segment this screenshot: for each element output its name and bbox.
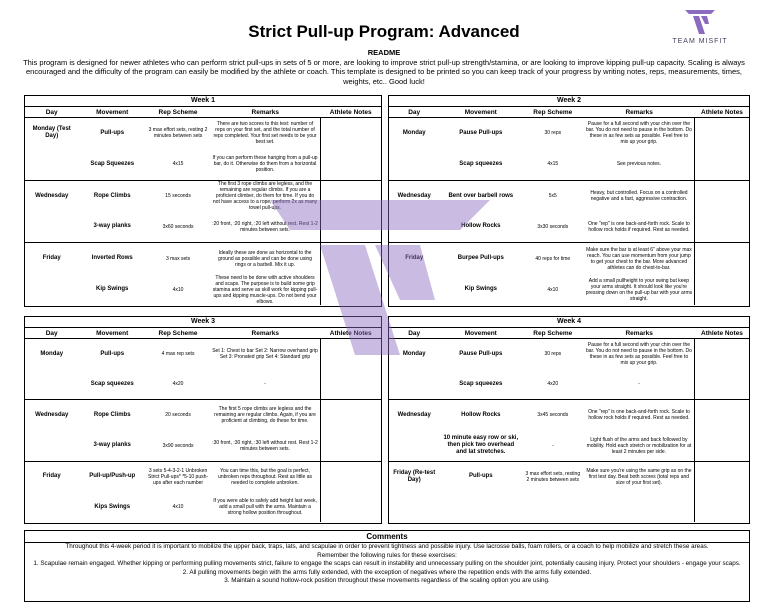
day-cell: Monday: [40, 350, 64, 357]
athlete-notes-cell[interactable]: [320, 461, 381, 492]
week-2-table: [388, 95, 750, 307]
day-cell: Wednesday: [25, 180, 78, 211]
day-cell: Friday: [25, 461, 78, 492]
remarks-cell: See previous notes.: [616, 161, 662, 168]
table-row: [389, 118, 749, 149]
athlete-notes-cell[interactable]: [695, 274, 749, 305]
rep-scheme-cell: 3x90 seconds: [162, 442, 194, 449]
rep-scheme-cell: 4x10: [547, 286, 559, 293]
week-3-table: [24, 316, 382, 524]
table-row: [25, 430, 381, 461]
col-movement: Movement: [439, 107, 522, 118]
comments-line: Throughout this 4-week period it is important to mobilize the upper back, traps, lats, and scapulae in order to prevent tightness and possible injury. Use lacrosse balls, foam rollers, or a coach to help mobilize and stretch these areas.: [65, 543, 709, 550]
rep-scheme-cell: 3 max sets: [146, 243, 210, 274]
table-row: [25, 149, 381, 180]
week-4-table: [388, 316, 750, 524]
remarks-cell: The first 3 rope climbs are legless, and the remaining are regular climbs. If you are a proficient climber, do them for time. If you do not have access to a rope, perform 2x as many towel pull-ups.: [210, 180, 320, 211]
col-day: Day: [25, 328, 78, 339]
week-title: Week 3: [25, 317, 381, 328]
movement-cell: Pull-ups: [439, 461, 522, 492]
table-row: [389, 461, 749, 492]
movement-cell: Pull-up/Push-up: [78, 461, 146, 492]
col-movement: Movement: [78, 107, 146, 118]
athlete-notes-cell[interactable]: [695, 211, 749, 242]
day-cell: [389, 430, 439, 461]
remarks-cell: Pause for a full second with your chin over the bar. You do not need to pause in the bottom. Do these in as few sets as possible. Feel free to mix up your grip.: [585, 121, 692, 146]
rep-scheme-cell: 4x15: [547, 161, 559, 168]
table-row: [25, 492, 381, 523]
day-cell: Monday: [402, 350, 426, 357]
day-cell: Wednesday: [389, 400, 439, 431]
remarks-cell: Add a small pullheight to your swing but keep your arms straight. It should look like you're pressing down on the pull-up bar with your arms straight.: [585, 277, 693, 302]
col-remarks: Remarks: [210, 328, 320, 339]
athlete-notes-cell[interactable]: [320, 400, 381, 431]
col-movement: Movement: [78, 328, 146, 339]
table-row: [389, 430, 749, 461]
movement-cell: Pull-ups: [100, 350, 125, 357]
movement-cell: 3-way planks: [93, 442, 131, 449]
remarks-cell: [583, 492, 695, 523]
table-row: [389, 274, 749, 305]
movement-cell: Scap Squeezes: [90, 160, 135, 167]
week-title: Week 1: [25, 96, 381, 107]
rep-scheme-cell: 3x45 seconds: [522, 400, 583, 431]
athlete-notes-cell[interactable]: [320, 180, 381, 211]
movement-cell: Scap squeezes: [90, 380, 134, 387]
athlete-notes-cell[interactable]: [320, 243, 381, 274]
athlete-notes-cell[interactable]: [320, 149, 381, 180]
remarks-cell: One "rep" is one back-and-forth rock. Scale to hollow rock holds if required. Rest as needed.: [583, 400, 695, 431]
remarks-cell: Make sure the bar is at least 6" above your max reach. You can use momentum from your jump to get your chest to the bar. More advanced athletes can do chest-to-bar.: [583, 243, 695, 274]
remarks-cell: Ideally these are done as horizontal to the ground as possible and can be done using rings or a barbell. Mix it up.: [210, 243, 320, 274]
table-row: [389, 243, 749, 274]
rep-scheme-cell: 30 reps: [544, 130, 562, 137]
movement-cell: Hollow Rocks: [461, 223, 501, 230]
col-remarks: Remarks: [583, 328, 695, 339]
day-cell: Monday (Test Day): [32, 126, 71, 140]
col-athlete-notes: Athlete Notes: [320, 328, 381, 339]
rep-scheme-cell: 30 reps: [544, 351, 562, 358]
movement-cell: Pause Pull-ups: [459, 129, 503, 136]
movement-cell: Hollow Rocks: [439, 400, 522, 431]
rep-scheme-cell: 3 max effort sets, resting 2 minutes between sets: [148, 127, 208, 140]
athlete-notes-cell[interactable]: [320, 369, 381, 400]
week-title: Week 2: [389, 96, 749, 107]
movement-cell: Inverted Rows: [78, 243, 146, 274]
athlete-notes-cell[interactable]: [320, 274, 381, 305]
table-row: [389, 211, 749, 242]
readme-heading: README: [367, 48, 401, 57]
day-cell: [389, 274, 439, 305]
remarks-cell: The first 5 rope climbs are legless and the remaining are regular climbs. Again, if you are proficient at climbing, do these for time.: [210, 400, 320, 431]
col-movement: Movement: [439, 328, 522, 339]
table-row: [389, 492, 749, 523]
table-row: [25, 118, 381, 149]
table-row: [25, 369, 381, 400]
table-row: [389, 369, 749, 400]
athlete-notes-cell[interactable]: [695, 339, 749, 370]
comments-section: [24, 530, 750, 602]
rep-scheme-cell: [522, 492, 583, 523]
rep-scheme-cell: 4x10: [172, 504, 184, 511]
movement-cell: Pause Pull-ups: [459, 350, 503, 357]
day-cell: Friday (Re-test Day): [389, 461, 439, 492]
athlete-notes-cell[interactable]: [320, 118, 381, 149]
table-row: [389, 149, 749, 180]
movement-cell: Kip Swings: [464, 286, 497, 293]
logo: [664, 8, 736, 45]
rep-scheme-cell: 5x5: [522, 180, 583, 211]
rep-scheme-cell: 3x30 seconds: [537, 223, 569, 230]
day-cell: [389, 149, 439, 180]
day-cell: Wednesday: [25, 400, 78, 431]
remarks-cell: Make sure you're using the same grip as on the first test day. Beat both scores (total reps and size of your first set).: [583, 461, 695, 492]
table-row: [25, 274, 381, 305]
day-cell: Friday: [389, 243, 439, 274]
athlete-notes-cell[interactable]: [320, 211, 381, 242]
remarks-cell: You can time this, but the goal is perfect, unbroken reps throughout. Rest as little as needed to complete unbroken.: [210, 461, 320, 492]
col-day: Day: [25, 107, 78, 118]
day-cell: [25, 369, 78, 400]
movement-cell: Bent over barbell rows: [439, 180, 522, 211]
comments-line: 2. All pulling movements begin with the arms fully extended, with the exception of negatives where the repetition ends with the arms fully extended.: [182, 568, 592, 576]
remarks-cell: :30 front, :30 right, :30 left without rest. Rest 1-2 minutes between sets.: [212, 439, 318, 452]
logo-text: TEAM MISFIT: [672, 38, 728, 45]
comments-line: 1. Scapulae remain engaged. Whether kipping or performing pulling movements strict, failure to engage the scaps can result in instability and unnecessary pulling on the shoulder joint, potentially causing injury. Protect your shoulders - engage your scaps.: [33, 560, 741, 567]
table-row: [389, 180, 749, 211]
athlete-notes-cell[interactable]: [320, 430, 381, 461]
rep-scheme-cell: 4x20: [547, 381, 559, 388]
table-row: [25, 180, 381, 211]
remarks-cell: If you were able to safely add height last week, add a small pull with the arms. Maintain a strong hollow position throughout.: [213, 498, 317, 517]
athlete-notes-cell[interactable]: [320, 492, 381, 523]
athlete-notes-cell[interactable]: [695, 430, 749, 461]
rep-scheme-cell: 4x20: [172, 381, 184, 388]
col-rep-scheme: Rep Scheme: [146, 328, 210, 339]
col-rep-scheme: Rep Scheme: [522, 107, 583, 118]
day-cell: [25, 492, 78, 523]
remarks-cell: There are two scores to this test: number of reps on your first set, and the total number of reps completed. Your first set needs to be your best set.: [213, 121, 317, 146]
table-row: [25, 400, 381, 431]
comments-line: 3. Maintain a sound hollow-rock position throughout these movements regardless of the scaling option you are using.: [224, 577, 550, 584]
day-cell: [389, 211, 439, 242]
movement-cell: 3-way planks: [93, 223, 131, 230]
col-remarks: Remarks: [210, 107, 320, 118]
day-cell: Wednesday: [389, 180, 439, 211]
day-cell: Monday: [402, 129, 426, 136]
movement-cell: Scap squeezes: [459, 380, 503, 387]
rep-scheme-cell: 20 seconds: [146, 400, 210, 431]
page-title: Strict Pull-up Program: Advanced: [248, 22, 520, 41]
rep-scheme-cell: 40 reps for time: [522, 243, 583, 274]
table-row: [25, 339, 381, 370]
movement-cell: [439, 492, 522, 523]
movement-cell: Rope Climbs: [78, 180, 146, 211]
comments-heading: Comments: [25, 531, 749, 543]
day-cell: [389, 492, 439, 523]
table-row: [25, 243, 381, 274]
remarks-cell: One "rep" is one back-and-forth rock. Scale to hollow rock holds if required. Rest as needed.: [588, 220, 690, 233]
rep-scheme-cell: 15 seconds: [146, 180, 210, 211]
movement-cell: Rope Climbs: [78, 400, 146, 431]
col-remarks: Remarks: [583, 107, 695, 118]
comments-line: Remember the following rules for these exercises:: [317, 551, 457, 559]
rep-scheme-cell: 4x10: [172, 286, 184, 293]
remarks-cell: Pause for a full second with your chin over the bar. You do not need to pause in the bottom. Do these in as few sets as possible. Feel free to mix up your grip.: [585, 342, 692, 367]
col-day: Day: [389, 107, 439, 118]
col-athlete-notes: Athlete Notes: [695, 107, 749, 118]
remarks-cell: Heavy, but controlled. Focus on a controlled negative and a fast, aggressive contraction.: [583, 180, 695, 211]
rep-scheme-cell: 4 max rep sets: [161, 351, 195, 358]
readme-body: This program is designed for newer athletes who can perform strict pull-ups in sets of 5 or more, are looking to improve strict pull-up strength/stamina, or are looking to improve kipping pull-up capacity. Scaling is always encouraged and the difficulty of the program can easily be modified by the athlete or coach. This template is designed to be printed so you can keep track of your progress by writing notes, reps, measurements, times, weights, etc.. Good luck!: [23, 57, 745, 86]
remarks-cell: If you can perform these hanging from a pull-up bar, do it. Otherwise do them from a horizontal position.: [212, 155, 318, 174]
col-day: Day: [389, 328, 439, 339]
remarks-cell: These need to be done with active shoulders and scaps. The purpose is to build some grip stamina and serve as skill work for kipping pull-ups and kipping muscle-ups. Do not bend your elbows.: [212, 274, 318, 305]
readme: [20, 48, 748, 86]
week-1-table: [24, 95, 382, 307]
movement-cell: Burpee Pull-ups: [439, 243, 522, 274]
day-cell: [25, 274, 78, 305]
day-cell: [25, 430, 78, 461]
athlete-notes-cell[interactable]: [695, 243, 749, 274]
day-cell: [25, 149, 78, 180]
movement-cell: 10 minute easy row or ski, then pick two overhead and lat stretches.: [443, 435, 519, 456]
day-cell: Friday: [25, 243, 78, 274]
table-row: [389, 400, 749, 431]
remarks-cell: -: [638, 381, 640, 388]
remarks-cell: Light flush of the arms and back followed by mobility. Hold each stretch or mobilization for at least 2 minutes per side.: [586, 436, 692, 455]
col-rep-scheme: Rep Scheme: [522, 328, 583, 339]
table-row: [389, 339, 749, 370]
table-row: [25, 211, 381, 242]
team-misfit-logo-icon: [683, 8, 717, 36]
athlete-notes-cell[interactable]: [695, 461, 749, 492]
week-title: Week 4: [389, 317, 749, 328]
movement-cell: Kips Swings: [94, 503, 131, 510]
rep-scheme-cell: 3x60 seconds: [162, 223, 194, 230]
day-cell: [25, 211, 78, 242]
rep-scheme-cell: -: [551, 442, 554, 449]
remarks-cell: Set 1: Chest to bar Set 2: Narrow overhand grip Set 3: Pronated grip Set 4: Standard grip: [212, 348, 318, 361]
athlete-notes-cell[interactable]: [695, 118, 749, 149]
athlete-notes-cell[interactable]: [695, 180, 749, 211]
remarks-cell: :20 front, :20 right, :20 left without rest. Rest 1-2 minutes between sets.: [212, 220, 318, 233]
athlete-notes-cell[interactable]: [695, 492, 749, 523]
remarks-cell: -: [264, 381, 266, 388]
movement-cell: Kip Swings: [96, 286, 129, 293]
athlete-notes-cell[interactable]: [695, 149, 749, 180]
col-athlete-notes: Athlete Notes: [320, 107, 381, 118]
table-row: [25, 461, 381, 492]
athlete-notes-cell[interactable]: [695, 369, 749, 400]
movement-cell: Scap squeezes: [459, 160, 503, 167]
athlete-notes-cell[interactable]: [320, 339, 381, 370]
rep-scheme-cell: 4x15: [172, 161, 184, 168]
movement-cell: Pull-ups: [100, 129, 125, 136]
col-rep-scheme: Rep Scheme: [146, 107, 210, 118]
day-cell: [389, 369, 439, 400]
col-athlete-notes: Athlete Notes: [695, 328, 749, 339]
rep-scheme-cell: 3 max effort sets, resting 2 minutes between sets: [522, 461, 583, 492]
rep-scheme-cell: 3 sets 5-4-3-2-1 Unbroken Strict Pull-ups* *5-10 push-ups after each number: [146, 461, 210, 492]
athlete-notes-cell[interactable]: [695, 400, 749, 431]
